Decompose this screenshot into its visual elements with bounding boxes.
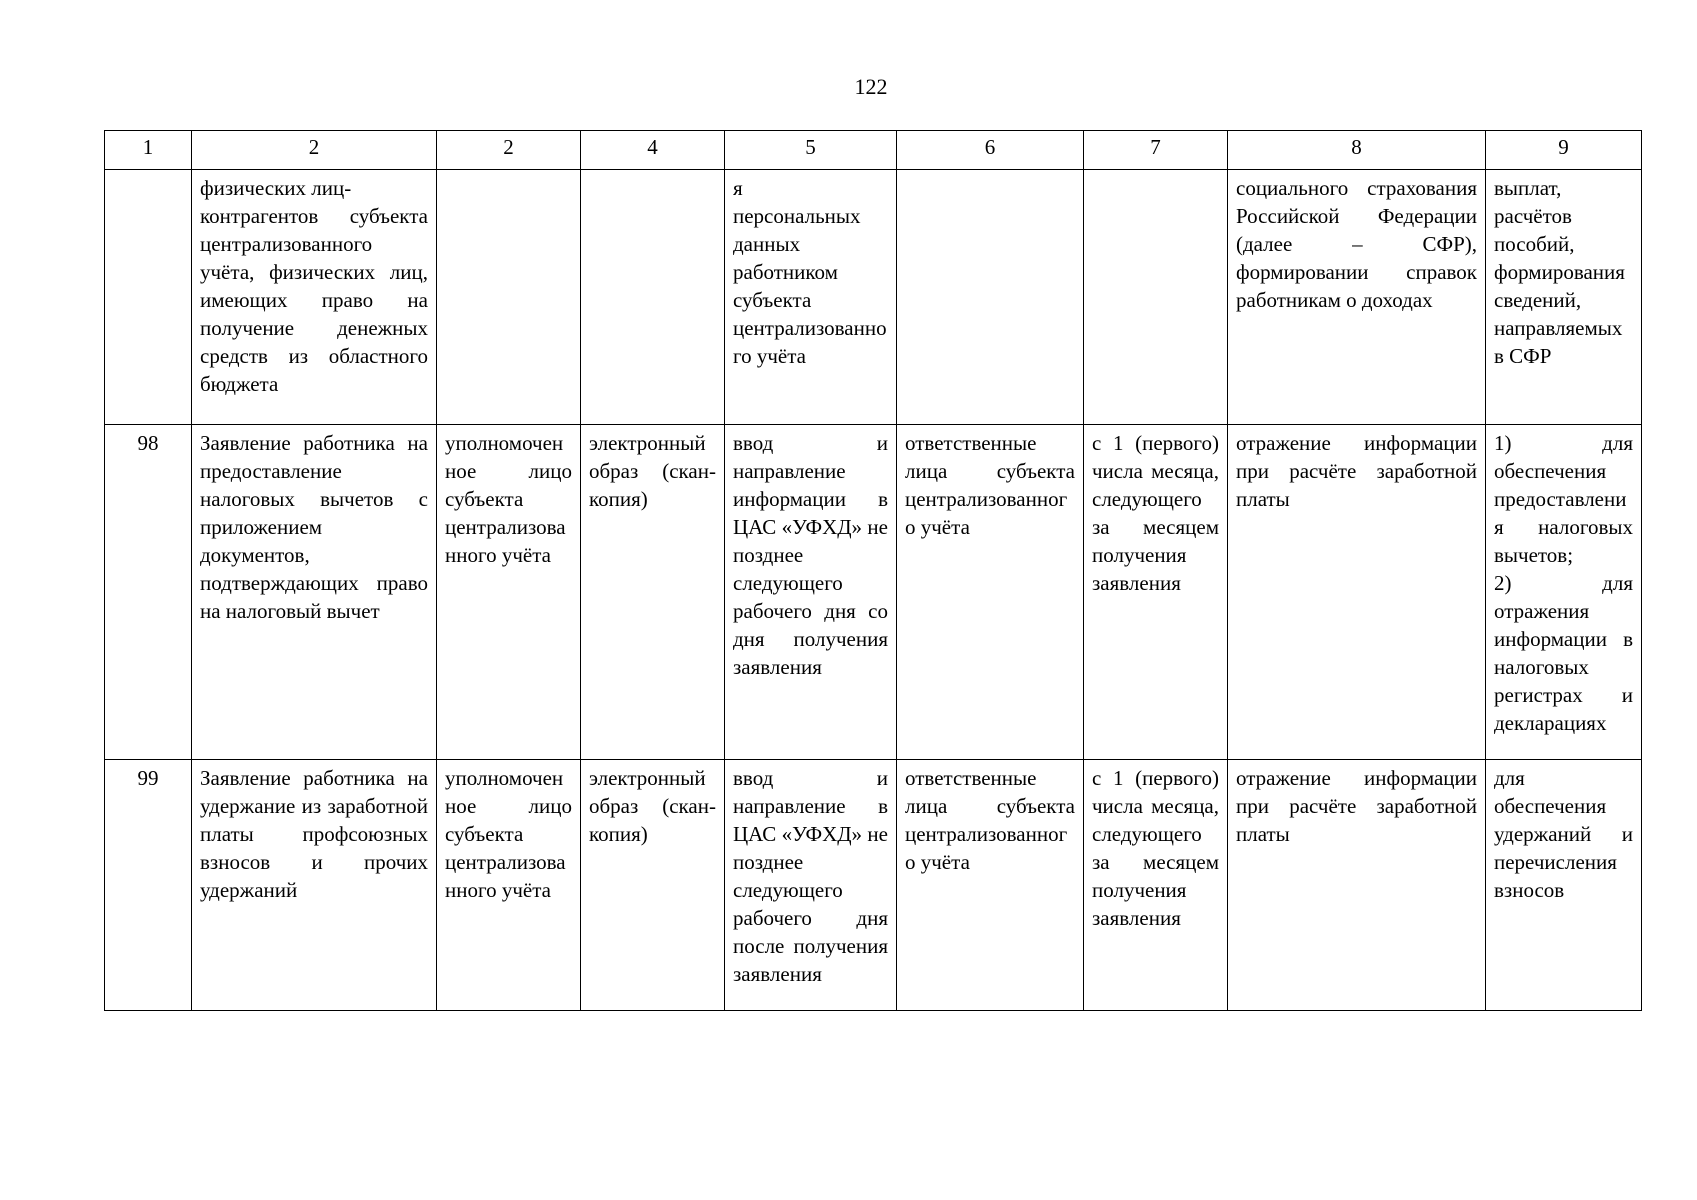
table-cell	[897, 170, 1084, 425]
cell-text: для обеспечения удержаний и перечисления взносов	[1494, 766, 1633, 902]
table-cell	[1228, 425, 1486, 760]
table-cell	[1486, 170, 1642, 425]
table-cell	[1084, 760, 1228, 1011]
cell-text: я персональных данных работником субъекта централизованного учёта	[733, 176, 887, 368]
cell-text: уполномоченное лицо субъекта централизованного учёта	[445, 431, 572, 567]
column-header-1: 1	[105, 131, 192, 170]
table-cell	[581, 425, 725, 760]
table-cell	[1228, 170, 1486, 425]
column-header-3: 2	[437, 131, 581, 170]
column-header-4: 4	[581, 131, 725, 170]
table-row-98	[105, 425, 1642, 760]
table-cell	[192, 425, 437, 760]
cell-text: социального страхования Российской Федерации (далее – СФР), формировании справок работникам о доходах	[1236, 176, 1477, 312]
cell-text: ввод и направление в ЦАС «УФХД» не позднее следующего рабочего дня после получения заявления	[733, 766, 888, 986]
row-number	[105, 425, 192, 760]
table-cell	[1486, 425, 1642, 760]
table-cell	[105, 170, 192, 425]
column-header-5: 5	[725, 131, 897, 170]
column-header-2: 2	[192, 131, 437, 170]
page-number: 122	[854, 74, 888, 99]
table-cell	[581, 760, 725, 1011]
column-header-7: 7	[1084, 131, 1228, 170]
table-cell	[192, 760, 437, 1011]
table-row-99	[105, 760, 1642, 1011]
table-cell	[725, 170, 897, 425]
table-row-continuation	[105, 170, 1642, 425]
row-number	[105, 760, 192, 1011]
cell-text: ответственные лица субъекта централизованного учёта	[905, 431, 1075, 539]
document-table	[104, 130, 1642, 1011]
table-cell	[897, 760, 1084, 1011]
table-cell	[581, 170, 725, 425]
cell-text: физических лиц- контрагентов субъекта централизованного учёта, физических лиц, имеющих право на получение денежных средств из областного бюджета	[200, 176, 428, 396]
cell-text: 98	[137, 431, 159, 455]
table-cell	[725, 425, 897, 760]
table-cell	[1228, 760, 1486, 1011]
cell-text: с 1 (первого) числа месяца, следующего за месяцем получения заявления	[1092, 431, 1219, 595]
cell-text: с 1 (первого) числа месяца, следующего за месяцем получения заявления	[1092, 766, 1219, 930]
cell-text: Заявление работника на удержание из заработной платы профсоюзных взносов и прочих удержаний	[200, 766, 428, 902]
column-header-9: 9	[1486, 131, 1642, 170]
table-cell	[192, 170, 437, 425]
cell-text: 1) для обеспечения предоставления налоговых вычетов; 2) для отражения информации в налоговых регистрах и декларациях	[1494, 431, 1633, 735]
cell-text: отражение информации при расчёте заработной платы	[1236, 766, 1477, 846]
cell-text: Заявление работника на предоставление налоговых вычетов с приложением документов, подтверждающих право на налоговый вычет	[200, 431, 428, 623]
header-row	[105, 131, 1642, 170]
table-cell	[897, 425, 1084, 760]
table-cell	[437, 425, 581, 760]
cell-text: уполномоченное лицо субъекта централизованного учёта	[445, 766, 572, 902]
table-cell	[1084, 425, 1228, 760]
column-header-6: 6	[897, 131, 1084, 170]
cell-text: 99	[137, 766, 159, 790]
cell-text: электронный образ (скан-копия)	[589, 431, 716, 511]
column-header-8: 8	[1228, 131, 1486, 170]
cell-text: отражение информации при расчёте заработной платы	[1236, 431, 1477, 511]
cell-text: ввод и направление информации в ЦАС «УФХД» не позднее следующего рабочего дня со дня получения заявления	[733, 431, 888, 679]
cell-text: выплат, расчётов пособий, формирования сведений, направляемых в СФР	[1494, 176, 1625, 368]
table-cell	[1084, 170, 1228, 425]
table-cell	[437, 170, 581, 425]
table-cell	[1486, 760, 1642, 1011]
cell-text: электронный образ (скан-копия)	[589, 766, 716, 846]
table-cell	[725, 760, 897, 1011]
table-cell	[437, 760, 581, 1011]
cell-text: ответственные лица субъекта централизованного учёта	[905, 766, 1075, 874]
